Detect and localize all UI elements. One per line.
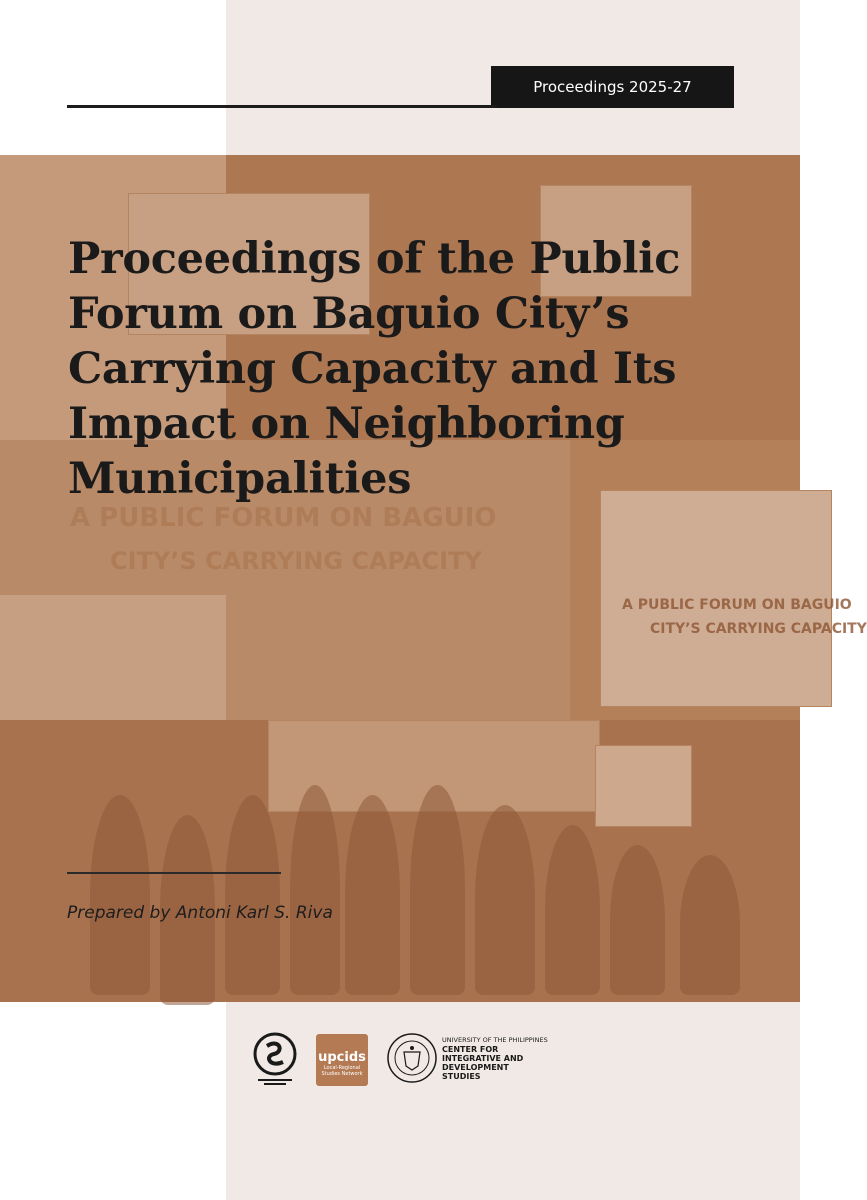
photo-person: [680, 855, 740, 995]
cordillera-studies-center-logo: [250, 1032, 300, 1088]
byline-rule: [67, 872, 281, 874]
cids-wordmark-line: DEVELOPMENT: [442, 1063, 509, 1072]
series-tag: Proceedings 2025-27: [491, 66, 734, 108]
photo-person: [410, 785, 465, 995]
cids-wordmark-line: INTEGRATIVE AND: [442, 1054, 524, 1063]
photo-slide-text: A PUBLIC FORUM ON BAGUIO: [70, 503, 497, 533]
photo-person: [225, 795, 280, 995]
photo-person: [475, 805, 535, 995]
photo-person: [345, 795, 400, 995]
lrsn-logo-main: upcids: [318, 1050, 366, 1065]
photo-person: [90, 795, 150, 995]
photo-person: [610, 845, 665, 995]
up-seal-logo: [386, 1032, 438, 1084]
document-title: Proceedings of the Public Forum on Baguio City’s Carrying Capacity and Its Impact on Neighboring Municipalities: [68, 234, 681, 504]
logo-strip: [250, 1028, 570, 1092]
photo-slide-text: CITY’S CARRYING CAPACITY: [110, 547, 482, 575]
cids-wordmark: [442, 1036, 572, 1081]
byline: Prepared by Antoni Karl S. Riva: [67, 903, 333, 923]
photo-panel-mid-left: [0, 595, 226, 720]
upcids-lrsn-logo: [316, 1034, 368, 1086]
cids-wordmark-line: CENTER FOR: [442, 1045, 499, 1054]
photo-screen-text: CITY’S CARRYING CAPACITY: [650, 621, 867, 637]
lrsn-logo-sub: Local-Regional Studies Network: [321, 1065, 363, 1077]
cids-wordmark-line: UNIVERSITY OF THE PHILIPPINES: [442, 1036, 548, 1044]
photo-projector-screen: [595, 745, 692, 827]
cids-wordmark-line: STUDIES: [442, 1072, 481, 1081]
photo-screen-text: A PUBLIC FORUM ON BAGUIO: [622, 597, 852, 613]
top-rule: [67, 105, 497, 108]
photo-person: [290, 785, 340, 995]
photo-person: [545, 825, 600, 995]
